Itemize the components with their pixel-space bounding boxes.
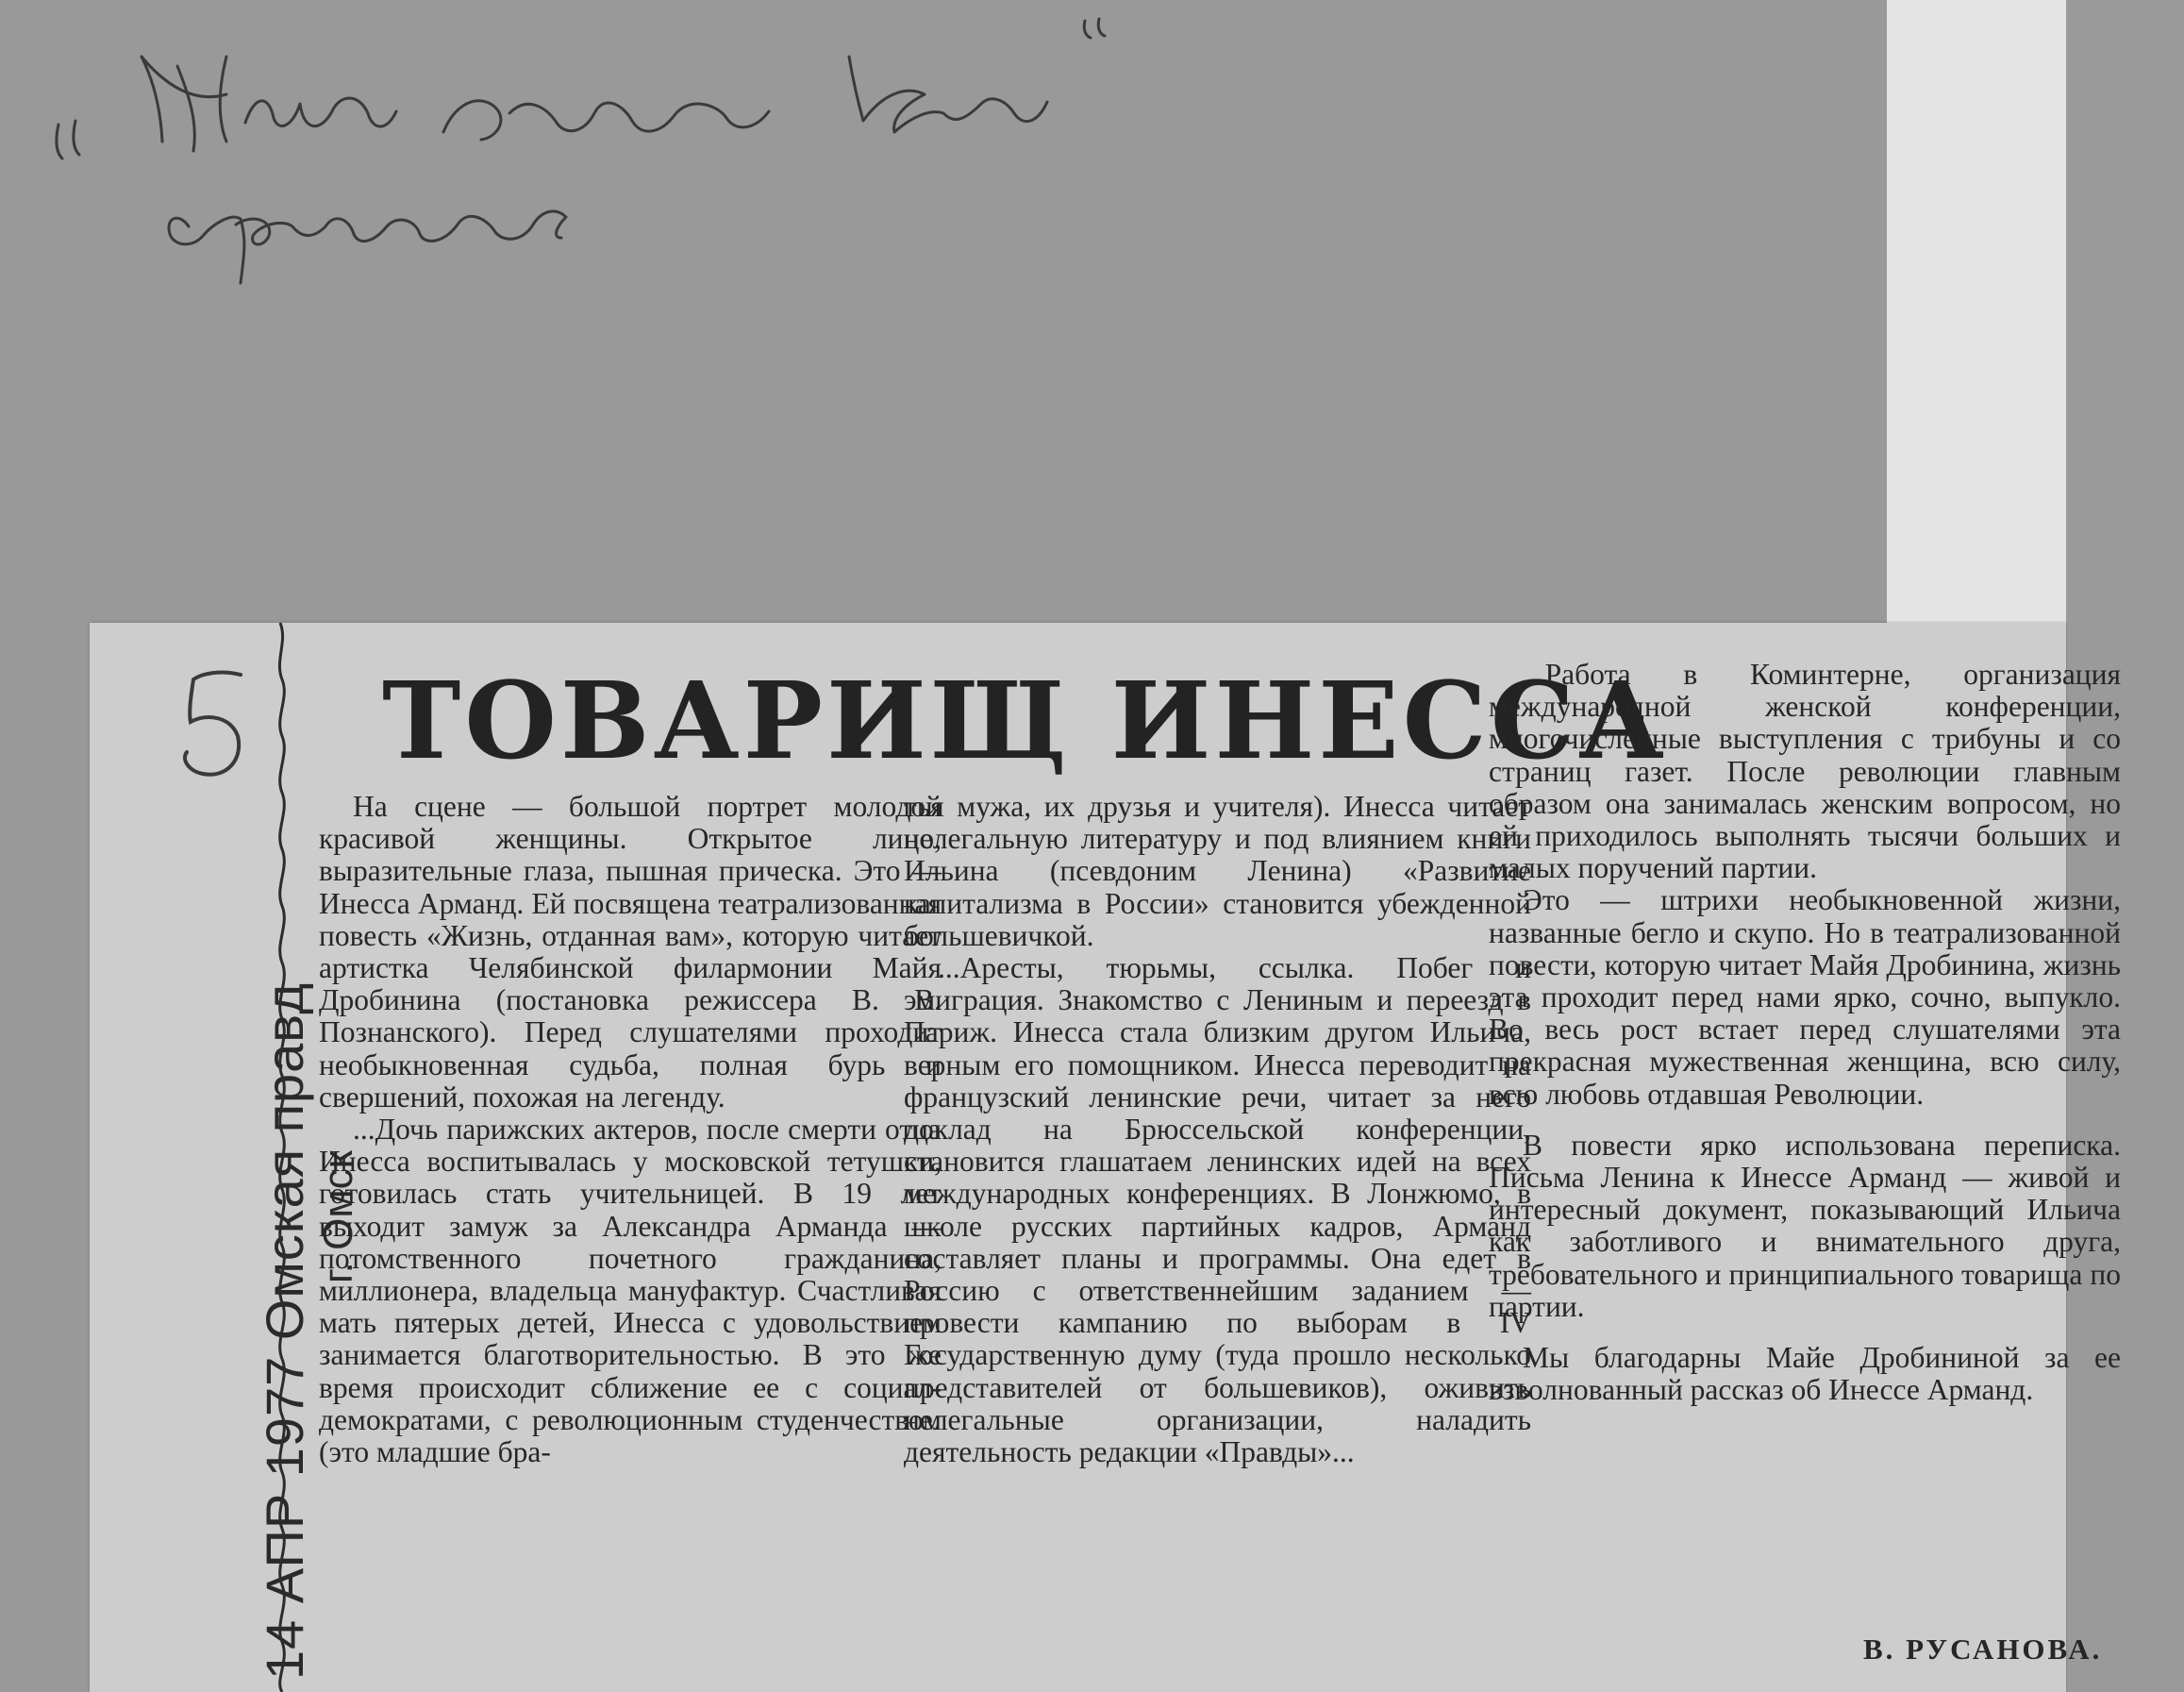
paragraph: Мы благодарны Майе Дробининой за ее взволнованный рассказ об Инессе Арманд. xyxy=(1489,1341,2121,1407)
archive-number xyxy=(170,665,255,788)
archive-stamp xyxy=(90,623,361,1692)
paragraph: В повести ярко использована переписка. Письма Ленина к Инессе Арманд — живой и интересный документ, показывающий Ильича как заботливого и внимательного друга, требовательного и принципиального товарища по партии. xyxy=(1489,1128,2121,1323)
article-headline: ТОВАРИЩ ИНЕССА xyxy=(382,660,1669,783)
article-column-3 xyxy=(1489,659,2121,1406)
article-column-1 xyxy=(319,791,942,1468)
article-author: В. РУСАНОВА. xyxy=(1863,1633,2103,1666)
paragraph: ...Дочь парижских актеров, после смерти отца Инесса воспитывалась у московской тетушки, готовилась стать учительницей. В 19 лет выходит замуж за Александра Арманда — потомственного почетного гражданина, миллионера, владельца мануфактур. Счастливая мать пятерых детей, Инесса с удовольствием занимается благотворительностью. В это же время происходит сближение ее с социал-демократами, с революционным студенчеством (это младшие бра- xyxy=(319,1113,942,1469)
stamp-date-newspaper: 14 АПР 1977 Омская правд xyxy=(255,981,314,1680)
handwritten-note xyxy=(0,0,1226,302)
paragraph: ...Аресты, тюрьмы, ссылка. Побег и эмиграция. Знакомство с Лениным и переезд в Париж. Инесса стала близким другом Ильича, верным его помощником. Инесса переводит на французский ленинские речи, читает за него доклад на Брюссельской конференции, становится глашатаем ленинских идей на всех международных конференциях. В Лонжюмо, в школе русских партийных кадров, Арманд составляет планы и программы. Она едет в Россию с ответственнейшим заданием — провести кампанию по выборам в IV Государственную думу (туда прошло несколько представителей от большевиков), оживить нелегальные организации, наладить деятельность редакции «Правды»... xyxy=(904,951,1531,1469)
paragraph: На сцене — большой портрет молодой красивой женщины. Открытое лицо, выразительные глаза, пышная прическа. Это — Инесса Арманд. Ей посвящена театрализованная повесть «Жизнь, отданная вам», которую читает артистка Челябинской филармонии Майя Дробинина (постановка режиссера В. В. Познанского). Перед слушателями проходит необыкновенная судьба, полная бурь и свершений, похожая на легенду. xyxy=(319,790,942,1114)
paragraph: ...Работа в Коминтерне, организация международной женской конференции, многочисленные выступления с трибуны и со страниц газет. После революции главным образом она занималась женским вопросом, но ей приходилось выполнять тысячи больших и малых поручений партии. xyxy=(1489,658,2121,885)
article-column-2 xyxy=(904,791,1531,1468)
paragraph: тья мужа, их друзья и учителя). Инесса читает нелегальную литературу и под влиянием книги Ильина (псевдоним Ленина) «Развитие капитализма в России» становится убежденной большевичкой. xyxy=(904,790,1531,952)
newspaper-clipping xyxy=(90,623,2121,1692)
stamp-city: г. Омск xyxy=(315,1150,361,1283)
cut-edge xyxy=(271,623,292,1692)
paragraph: Это — штрихи необыкновенной жизни, названные бегло и скупо. Но в театрализованной повести, которую читает Майя Дробинина, жизнь эта проходит перед нами ярко, сочно, выпукло. Во весь рост встает перед слушателями эта прекрасная мужественная женщина, всю силу, всю любовь отдавшая Революции. xyxy=(1489,883,2121,1111)
